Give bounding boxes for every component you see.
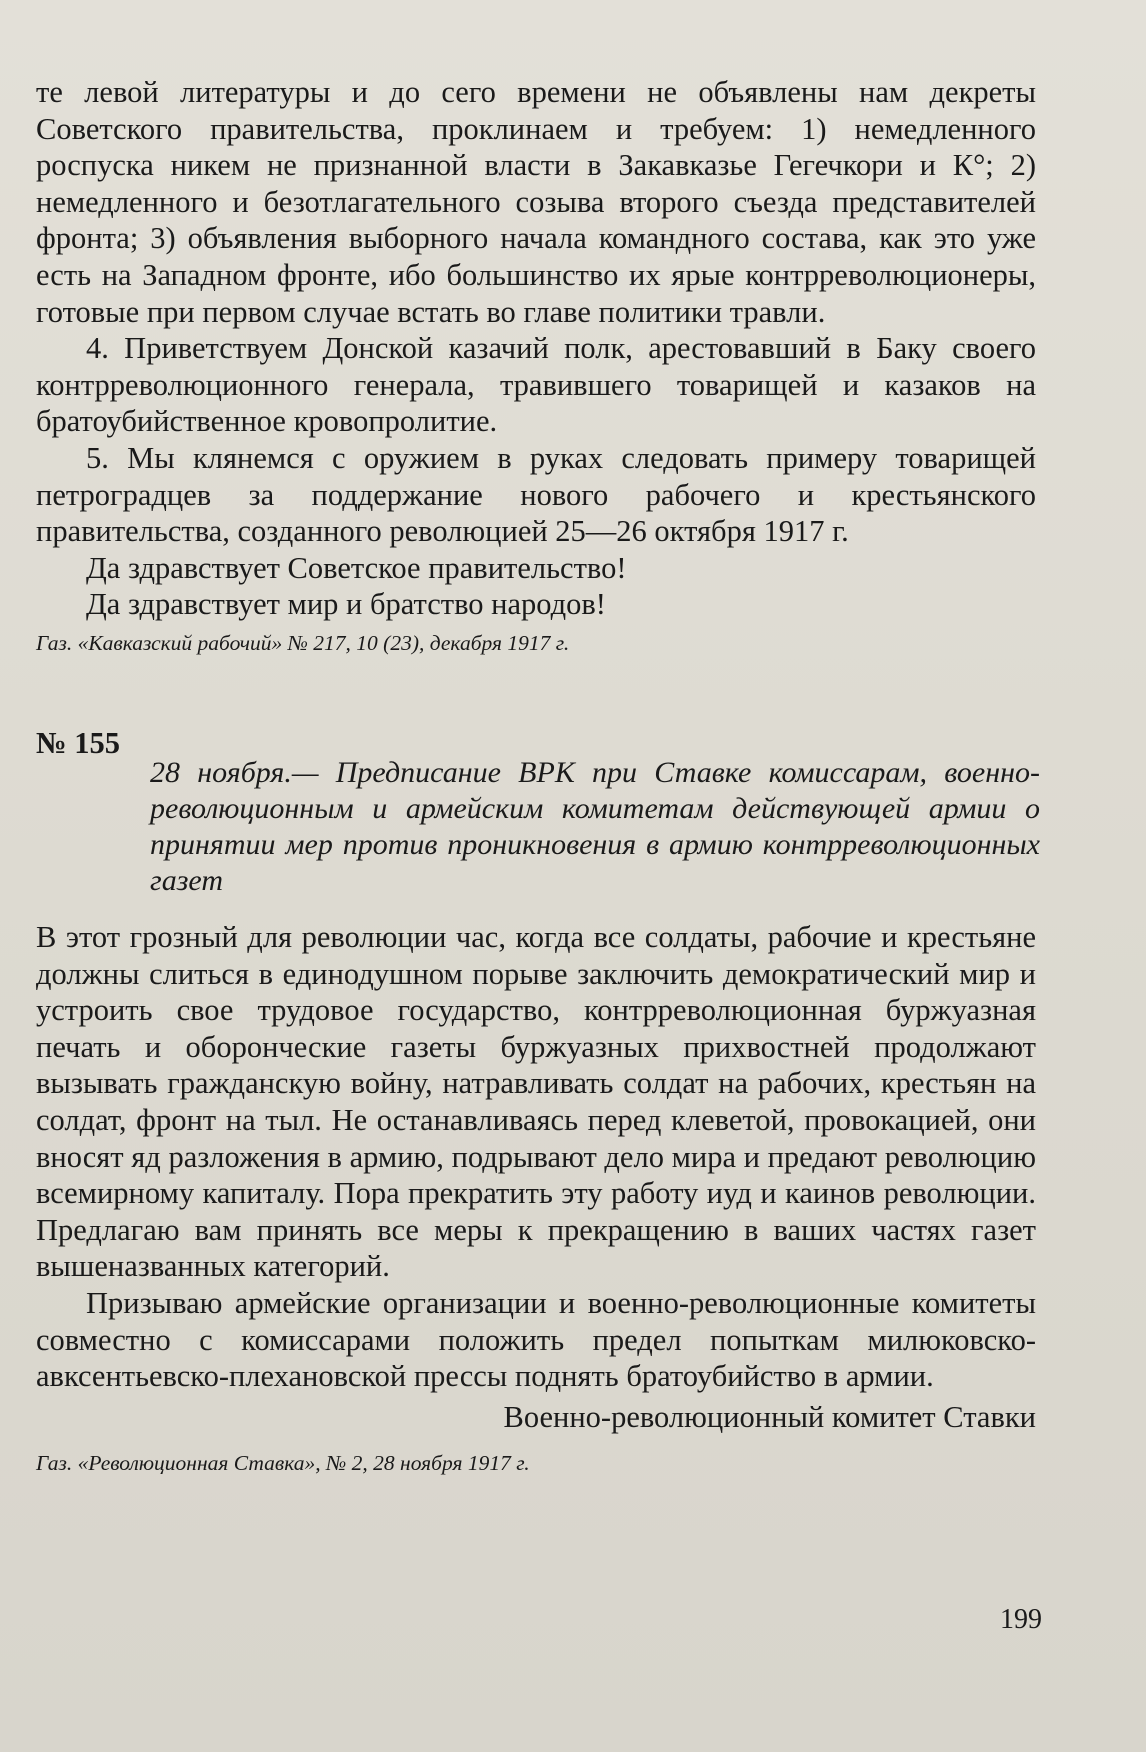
point-4-paragraph: 4. Приветствуем Донской казачий полк, арестовавший в Баку своего контрреволюционного генерала, травившего товарищей и казаков на братоубийственное кровопролитие.	[36, 331, 1036, 439]
source-citation-1: Газ. «Кавказский рабочий» № 217, 10 (23), декабря 1917 г.	[36, 630, 570, 655]
document-number: № 155	[36, 726, 121, 760]
page-number: 199	[1000, 1604, 1042, 1635]
continued-text-section	[36, 74, 1036, 657]
main-text-section	[36, 919, 1036, 1477]
document-heading: 28 ноября.— Предписание ВРК при Ставке комиссарам, военно-революционным и армейским комитетам действующей армии о принятии мер против проникновения в армию контрреволюционных газет	[150, 756, 1040, 897]
slogan-peace: Да здравствует мир и братство народов!	[86, 587, 606, 622]
intro-paragraph: те левой литературы и до сего времени не объявлены нам декреты Советского правительства, проклинаем и требуем: 1) немедленного роспуска никем не признанной власти в Закавказье Гегечкори и К°; 2) немедленного и безотлагательного созыва второго съезда представителей фронта; 3) объявления выборного начала командного состава, как это уже есть на Западном фронте, ибо большинство их ярые контрреволюционеры, готовые при первом случае встать во главе политики травли.	[36, 75, 1036, 329]
slogan-soviet-government: Да здравствует Советское правительство!	[86, 550, 627, 585]
body-paragraph-2: Призываю армейские организации и военно-революционные комитеты совместно с комиссарами положить предел попыткам милюковско-авксентьевско-плехановской прессы поднять братоубийство в армии.	[36, 1285, 1036, 1394]
signature: Военно-революционный комитет Ставки	[503, 1399, 1036, 1434]
body-paragraph-1: В этот грозный для революции час, когда все солдаты, рабочие и крестьяне должны слиться в единодушном порыве заключить демократический мир и устроить свое трудовое государство, контрреволюционная буржуазная печать и оборонческие газеты буржуазных прихвостней продолжают вызывать гражданскую войну, натравливать солдат на рабочих, крестьян на солдат, фронт на тыл. Не останавливаясь перед клеветой, провокацией, они вносят яд разложения в армию, подрывают дело мира и предают революцию всемирному капиталу. Пора прекратить эту работу иуд и каинов революции. Предлагаю вам принять все меры к прекращению в ваших частях газет вышеназванных категорий.	[36, 920, 1036, 1284]
source-citation-2: Газ. «Революционная Ставка», № 2, 28 ноября 1917 г.	[36, 1451, 530, 1476]
point-5-paragraph: 5. Мы клянемся с оружием в руках следовать примеру товарищей петроградцев за поддержание нового рабочего и крестьянского правительства, созданного революцией 25—26 октября 1917 г.	[36, 440, 1036, 549]
